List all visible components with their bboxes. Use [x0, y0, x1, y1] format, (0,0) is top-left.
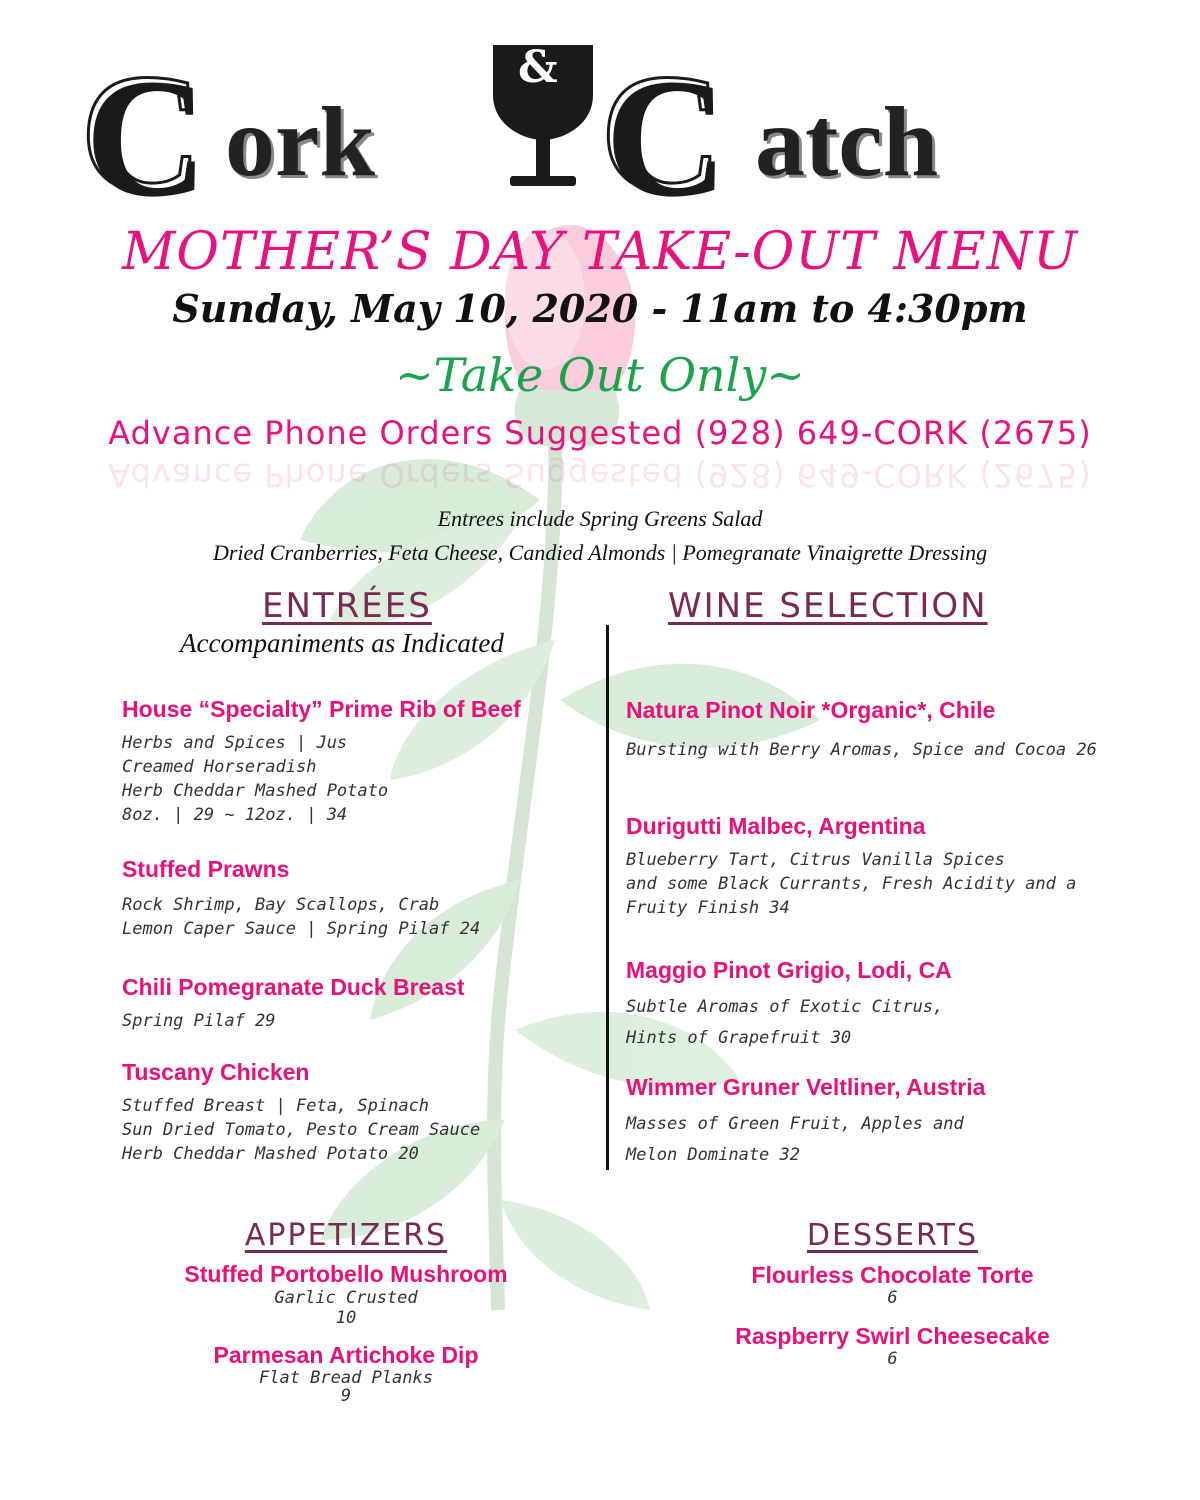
wine-item	[626, 697, 1126, 762]
wine-name: Wimmer Gruner Veltliner, Austria	[626, 1074, 986, 1100]
logo-cork-rest: ork	[225, 86, 375, 197]
salad-intro: Entrees include Spring Greens Salad	[437, 506, 763, 531]
entree-item	[122, 696, 592, 827]
appetizer-price: 9	[340, 1386, 352, 1406]
page-title: MOTHER’S DAY TAKE-OUT MENU	[122, 222, 1078, 282]
entree-item	[122, 1059, 592, 1166]
logo-catch-rest: atch	[755, 86, 939, 197]
dessert-name: Raspberry Swirl Cheesecake	[735, 1323, 1050, 1349]
phone-orders-reflection: Advance Phone Orders Suggested (928) 649-CORK (2675)	[108, 456, 1092, 494]
dessert-price: 6	[887, 1349, 898, 1369]
appetizers-section	[120, 1218, 572, 1405]
entree-item	[122, 856, 592, 941]
wine-desc: Subtle Aromas of Exotic Citrus, Hints of Grapefruit 30	[626, 997, 944, 1048]
wine-name: Durigutti Malbec, Argentina	[626, 813, 926, 839]
wine-desc: Blueberry Tart, Citrus Vanilla Spices and some Black Currants, Fresh Acidity and a Fruity Finish 34	[626, 850, 1077, 918]
takeout-notice: ~Take Out Only~	[395, 348, 805, 402]
entree-name: Chili Pomegranate Duck Breast	[122, 974, 465, 1000]
wine-desc: Masses of Green Fruit, Apples and Melon Dominate 32	[626, 1114, 964, 1165]
wine-item	[626, 1074, 1126, 1171]
appetizer-desc: Flat Bread Planks	[259, 1368, 433, 1388]
wine-name: Natura Pinot Noir *Organic*, Chile	[626, 697, 996, 723]
salad-details: Dried Cranberries, Feta Cheese, Candied Almonds | Pomegranate Vinaigrette Dressing	[212, 540, 988, 565]
phone-orders: Advance Phone Orders Suggested (928) 649-CORK (2675)	[108, 414, 1092, 452]
appetizer-name: Parmesan Artichoke Dip	[213, 1342, 479, 1368]
entree-desc: Rock Shrimp, Bay Scallops, Crab Lemon Caper Sauce | Spring Pilaf 24	[122, 895, 481, 939]
appetizer-price: 10	[335, 1308, 357, 1328]
wine-name: Maggio Pinot Grigio, Lodi, CA	[626, 957, 952, 983]
entree-name: House “Specialty” Prime Rib of Beef	[122, 696, 521, 722]
wine-heading: WINE SELECTION	[668, 586, 988, 626]
logo-cork-initial: C	[80, 39, 203, 227]
wine-item	[626, 957, 1126, 1054]
entree-name: Stuffed Prawns	[122, 856, 290, 882]
appetizer-name: Stuffed Portobello Mushroom	[184, 1261, 508, 1287]
entrees-subheading: Accompaniments as Indicated	[180, 628, 504, 658]
event-date: Sunday, May 10, 2020 - 11am to 4:30pm	[172, 286, 1028, 331]
desserts-heading: DESSERTS	[806, 1218, 979, 1253]
dessert-price: 6	[887, 1288, 898, 1308]
wine-desc: Bursting with Berry Aromas, Spice and Cocoa 26	[626, 740, 1097, 760]
appetizers-heading: APPETIZERS	[244, 1218, 448, 1253]
column-divider	[606, 625, 609, 1170]
entree-desc: Spring Pilaf 29	[122, 1011, 276, 1031]
logo-ampersand: &	[518, 42, 558, 93]
entree-item	[122, 974, 592, 1033]
dessert-name: Flourless Chocolate Torte	[751, 1262, 1034, 1288]
wine-item	[626, 813, 1126, 920]
entree-desc: Herbs and Spices | Jus Creamed Horseradish Herb Cheddar Mashed Potato 8oz. | 29 ~ 12oz. | 34	[122, 733, 389, 825]
desserts-section	[690, 1218, 1095, 1368]
entree-name: Tuscany Chicken	[122, 1059, 310, 1085]
appetizer-desc: Garlic Crusted	[274, 1288, 418, 1308]
entree-desc: Stuffed Breast | Feta, Spinach Sun Dried Tomato, Pesto Cream Sauce Herb Cheddar Mashed Potato 20	[122, 1096, 481, 1164]
entrees-heading: ENTRÉES	[262, 586, 432, 626]
logo-catch-initial: C	[600, 39, 723, 227]
